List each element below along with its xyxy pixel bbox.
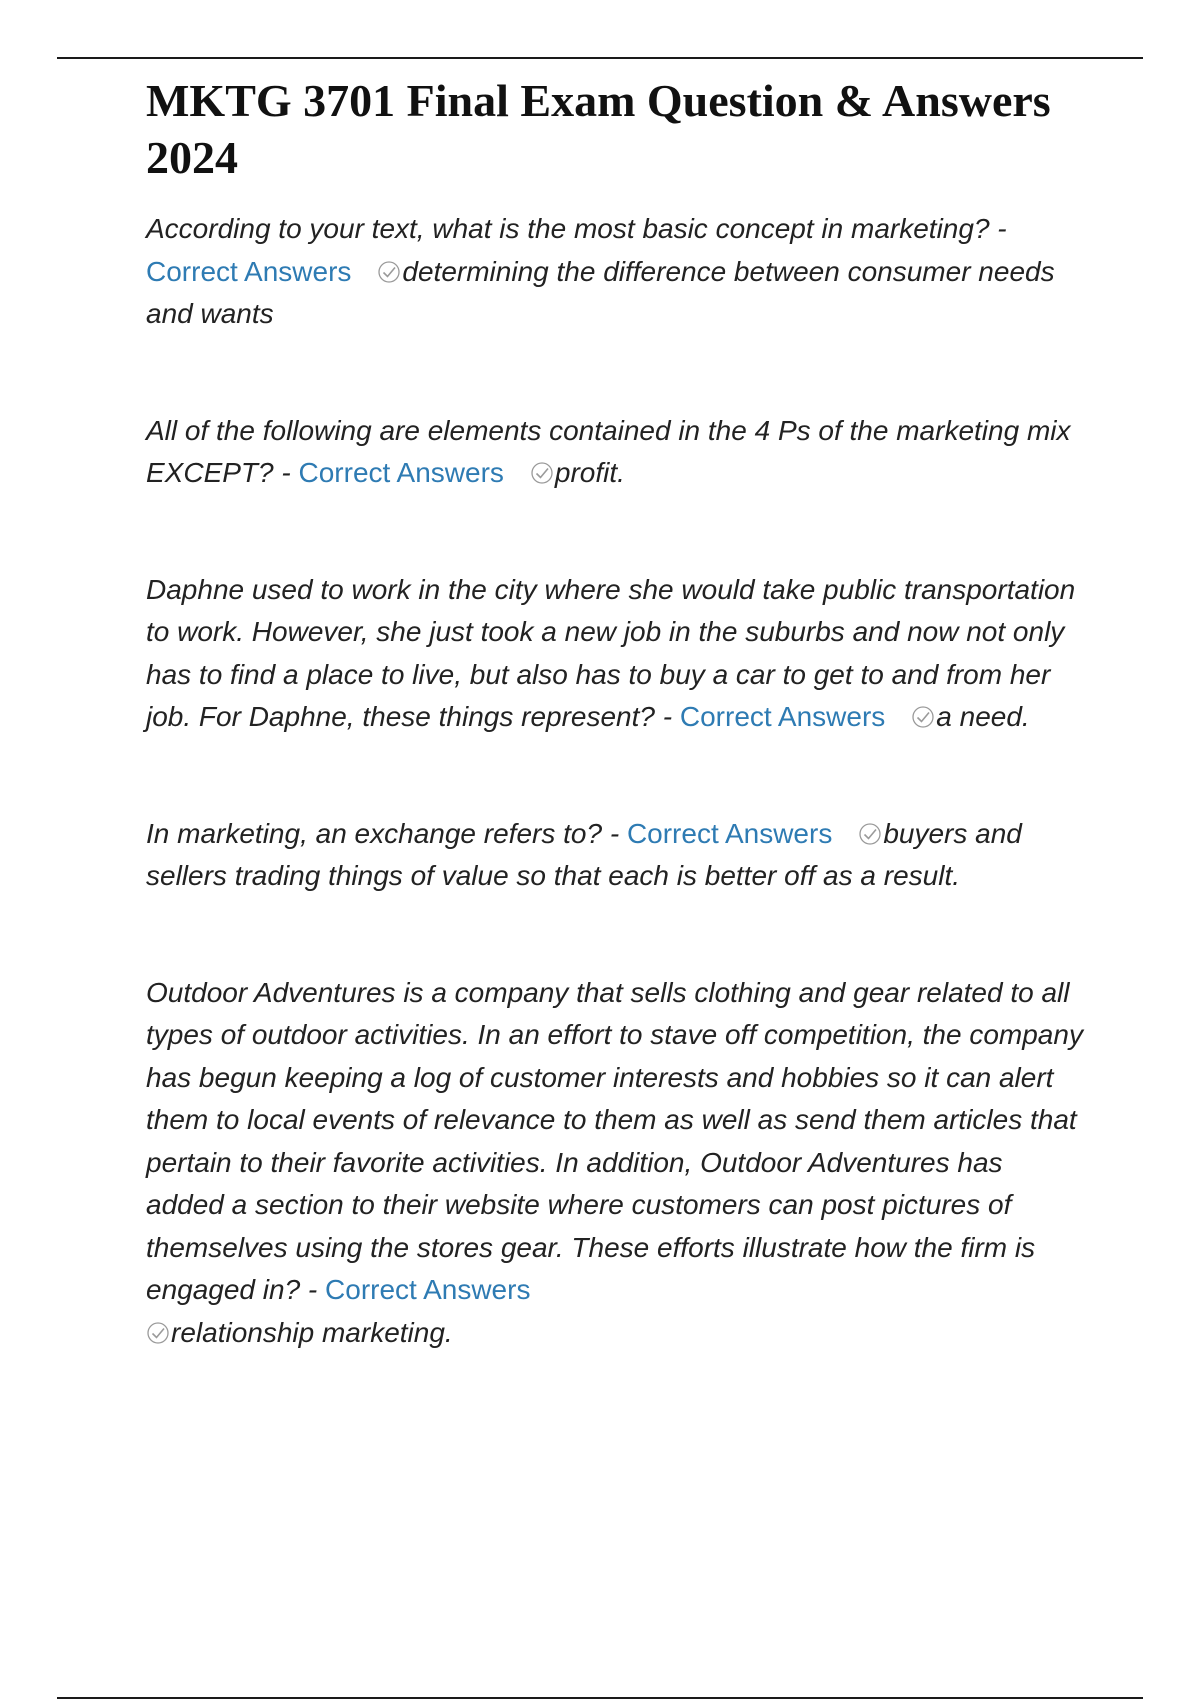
answer-text: profit.: [554, 457, 625, 488]
bottom-rule: [57, 1697, 1143, 1699]
separator: -: [654, 701, 680, 732]
separator: -: [300, 1274, 326, 1305]
question-text: Outdoor Adventures is a company that sells clothing and gear related to all types of outdoor activities. In an effort to stave off competition, the company has begun keeping a log of customer interests and hobbies so it can alert them to local events of relevance to them as well as send them articles that pertain to their favorite activities. In addition, Outdoor Adventures has added a section to their website where customers can post pictures of themselves using the stores gear. These efforts illustrate how the firm is engaged in?: [146, 976, 1083, 1305]
correct-answers-label: Correct Answers: [679, 701, 886, 732]
check-mark-icon: [530, 461, 554, 485]
correct-answers-label: Correct Answers: [325, 1274, 531, 1305]
separator: -: [602, 817, 627, 849]
document-body: [146, 72, 1086, 1354]
correct-answers-label: Correct Answers: [146, 255, 352, 287]
separator: -: [273, 457, 299, 488]
answer-text: determining the difference between consumer needs and wants: [146, 255, 1055, 329]
question-text: Daphne used to work in the city where she would take public transportation to work. However, she just took a new job in the suburbs and now not only has to find a place to live, but also has to buy a car to get to and from her job. For Daphne, these things represent?: [146, 573, 1076, 732]
check-mark-icon: [858, 822, 882, 846]
qa-item-5: [146, 972, 1086, 1355]
answer-text: buyers and sellers trading things of value so that each is better off as a result.: [146, 817, 1022, 891]
question-text: All of the following are elements contained in the 4 Ps of the marketing mix EXCEPT?: [146, 414, 1071, 488]
check-mark-icon: [911, 705, 935, 729]
qa-item-1: [146, 208, 1086, 336]
check-mark-icon: [146, 1321, 170, 1345]
qa-item-4: [146, 813, 1086, 898]
question-text: In marketing, an exchange refers to?: [146, 817, 603, 849]
qa-item-3: [146, 569, 1086, 739]
page-title: MKTG 3701 Final Exam Question & Answers 2024: [146, 75, 1051, 183]
separator: -: [989, 213, 1007, 244]
answer-text: relationship marketing.: [171, 1316, 453, 1348]
question-text: According to your text, what is the most basic concept in marketing?: [146, 213, 990, 244]
check-mark-icon: [377, 260, 401, 284]
answer-text: a need.: [936, 701, 1030, 732]
top-rule: [57, 57, 1143, 59]
qa-item-2: [146, 410, 1086, 495]
correct-answers-label: Correct Answers: [298, 457, 504, 488]
correct-answers-label: Correct Answers: [626, 817, 833, 849]
